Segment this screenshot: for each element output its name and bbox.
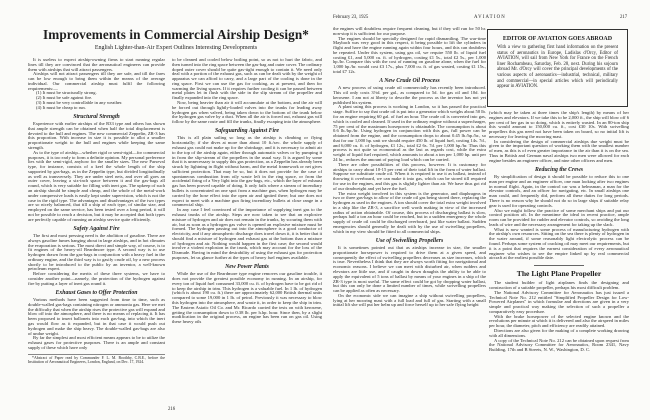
- notice-box: [487, 29, 628, 107]
- requirement-item: (3) It must be very controllable in any weather.: [36, 100, 123, 106]
- paragraph: It is useless to expect airship-owning firms to start running regular lines till they are convinced that the aeronautical engineers can provide them with airships that will attract passengers.: [28, 58, 165, 72]
- paragraph: In considering the design of commercial airships due weight must be given to the important question of working them with the smallest number of men, as this is of even greater importance in the air than it is on the sea. Thus in British and German naval airships two men were allowed for each engine besides an engineer officer, and nine other officers and men.: [489, 138, 629, 163]
- paragraph: The student builder of light airplanes finds the designing and construction of a suitable propeller, perhaps his most difficult problem.: [489, 280, 629, 290]
- paragraph: The first and most pressing need is the abolition of gasoline. There are always gasoline fumes hanging about in large airships, and in hot climates the evaporation is serious. The most direct and simple way, of course, is to fit engines of the heavy-oil Beardmore type. A second way is to use hydrogen drawn from the gas-bags in conjunction with a heavy fuel in the ordinary engine, and the third way is to gasify crude oil, by a new process shortly to be introduced to the public by an inventor, a well-known petroleum expert.: [28, 233, 165, 272]
- paragraph: Now, being heavier than air it will accumulate at the bottom, and the air will be forced out through lightly-loaded valves into the trunks for leading away hydrogen gas when valved, being taken down to the bottom of the trunk below the hydrogen gas valve by a duct. When all the air is forced out, exhaust gas will follow by the same route and fill the trunks, finally escaping into the atmosphere.: [172, 100, 322, 125]
- article-title: Improvements in Commercial Airship Design*: [43, 27, 309, 42]
- notice-title: EDITOR OF AVIATION GOES ABROAD: [502, 36, 613, 42]
- right-column-1: [333, 27, 486, 419]
- paragraph: Also we might follow the practice of some merchant ships and put our control position aft. In the meantime the ideal in recent practice, ample room can be provided for rudder and elevator controls, so avoiding the long leads of wire and the necessary arrangement for taking up the slack.: [489, 207, 629, 227]
- paragraph: By simplification of design it should be possible to reduce this to one man per engine and an engineer officer, one man looking after two engines in normal flight. Again, in the control car was a helmsman, a man for the elevator controls, and an officer for navigating, etc. In small airships one man could, and frequently did, perform all these duties for long periods. There is no reason why he should not do so in large ships if suitable relay gear is used for operating controls.: [489, 174, 629, 208]
- header-date: February 23, 1925: [333, 15, 369, 20]
- footnote: *Abstract of Paper read by Commander F. L. M. Boothby, C.B.E., before the Institution of Aeronautical Engineers, London, England, on Dec. 17, 1924.: [28, 354, 165, 365]
- notice-text: With a view to gathering first hand information on the present status of aeronautics in Europe, Ladislas d'Orcy, Editor of AVIATION, will sail from New York for France on the French liner Rochambeau, Saturday, Feb. 28, next. During his sojourn abroad Mr. d'Orcy will cover the principal developments of the various aspects of aeronautics—industrial, technical, military and commercial—in special articles which will periodically appear in AVIATION.: [497, 45, 618, 90]
- paragraph: This is all plain sailing so long as the airship is climbing or flying horizontally; if she dives at more than about 10 ft./sec. the whole supply of exhaust gas could not make up for the shrinkage, and it is necessary to admit air to the top of the airship again, either through automatic valves or by pumping it in from the slip-stream of the propellers in the usual way. It is argued by some that it is unnecessary to supply this gas protection, as a Zeppelin has already been struck by lightning in flight without harm, and the metal framework or net gives sufficient protection. That may be so, but it does not provide for the case of spontaneous combustion from oily waste left in the ring space, or from the accidental firing of a Very light into the gas-bags, etc., which the layer of exhaust gas has been proved capable of doing. It only fails where a stream of incendiary bullets is concentrated on one spot from a machine gun, when hydrogen may be carried by the hose effect into the open air and ignited there; but one does not expect to meet with a machine gun firing incendiary bullets at close range in a commercial ship.: [172, 135, 322, 208]
- paragraph: It is sometimes pointed out that as airships increase in size, the smaller proportionate horsepower is required to drive them at a given speed, and consequently the effect of swivelling propellers decreases as size increases, which is true. Nevertheless I think that they are always worth fitting for navigational and economic reasons. I believe we can meet with disturbed air, when rudders and elevators are little use, and if caught in down draughts the ability to be able to apply the equivalent of 5 tons of ballast by means of your engines in a ship of the ZR-3 type is most useful. The same effect could be got by dropping water ballast, but this can only be done a limited number of times, while swivelling propellers can be applied as often as necessary.: [333, 245, 486, 294]
- section-heading: Structural Strength: [73, 113, 120, 120]
- divider: [534, 265, 584, 266]
- requirement-item: (2) It must be safe against fire.: [36, 95, 93, 101]
- paragraph: the engines will doubtless require frequent cleaning, but if they will run for 50 hr. non-stop it is sufficient for our purpose.: [333, 27, 486, 36]
- paragraph: By far the simplest and most efficient means appears to be to utilize the exhaust gases for protective purposes. There is an ample and constant supply of these which have only: [28, 335, 165, 350]
- paragraph: While the use of the Beardmore type engine removes our gasoline trouble, it does not provide the greatest possible economy in running. In an airship, for every ton of liquid fuel consumed 33,000 cu. ft. of hydrogen have to be got rid of to keep the airship in trim. This hydrogen is a valuable fuel. In 1 lb. of hydrogen (which is about 190 cu. ft.) there are approximately 62,000 British thermal units compared to some 19,000 in 1 lb. of petrol. Previously it was necessary to blow this hydrogen into the atmosphere, and waste it, in order to keep the ship in trim. The Eastern Asiatic Oil Co. and Mr. Ricardo carried the tests on with kerosene, getting the consumption down to 0.38 lb. per h.hp. hour. Since then, by a slight modification in the original process, an engine has been run on gas oil. Using these heavy oils: [172, 271, 322, 325]
- header-title: AVIATION: [474, 15, 506, 20]
- section-heading: Reducing the Crews: [535, 166, 583, 173]
- paragraph: Before considering the merits of these three systems, we have to consider another point—namely, the protection of the hydrogen against fire by putting a layer of inert gas round it.: [28, 271, 165, 286]
- page-number-right: 217: [620, 15, 628, 20]
- paragraph: A plant using this process is working in London, so it has passed the practical stage. Suffice to say that crude oil is put into a generator which weighs about 50 lb. for an engine requiring 60 gal. of fuel an hour. The crude oil is converted into gas, which is cooled and cleaned. If used in the ordinary engine without a supercharger, 75 per cent of the maximum horsepower is obtainable. The consumption is about 0.6 lb./hp./hr. Using hydrogen in conjunction with this gas, full power can be obtained from the engine, and the consumption drops to about 0.45 lb./hp./hr., so that for our 1,000 hp. unit we should require 450 lb. of liquid fuel, costing 14s. 7d., and 6,000 cu. ft. of hydrogen, £1 12s., total £2 6s. 7d. per 1,000 hp./hr. Thus this process is not quite so economical as the last as regards cost, while the extra weight of liquid fuel required, which amounts to about a ton per 1,000 hp. unit per 24 hr., reduces the amount of paying load which can be carried.: [333, 104, 486, 163]
- paragraph: The engines should be specially designed for rapid dismantling. The war-time Maybach was very good in this respect, it being possible to lift the cylinders in flight and have the engine running again within four hours, and this can doubtless be repeated. Under this system, using gas oil, we require 550 lb. of liquid fuel costing £1, and 5,000 cu. ft. of hydrogen, costing £1 5s., total £2 5s., per 1,000 hp./hr. Compare this with the cost of running on gasoline alone, when the fuel for 1,000 hp./hr. would cost £3 17s., plus 7,000 cu. ft. of gas wasted, costing £1 15s., total £7 12s.: [333, 35, 486, 75]
- right-column-2: [489, 111, 629, 411]
- paragraph: On the economic side we can imagine a ship without swivelling propellers, lying at her mooring mast with a full load and full of gas. Starting with a small initial lift she will put her helm up and force herself up to her safe flying height: [333, 292, 486, 308]
- paragraph: A copy of the Technical Note No. 212 can be obtained upon request from the National Advisory Committee for Aeronautics, Room 2341, Navy Building, 17th and B Streets, N. W., Washington, D. C.: [489, 337, 629, 353]
- paragraph: The extra weight involved in this system is the generator, and diaphragms in two or three gas-bags to allow of the crude oil gas being stored there, replacing the hydrogen as used in the engines. A ton should cover the total extra weight involved in a ship like the ZR-3, a sacrifice well worth making in view of the increased radius of action obtainable. Of course, this process of discharging ballast is slow, perhaps half a ton an hour could be reached, but in a sudden emergency the whole supply of crude oil could be discharged overboard, just like water ballast. Sudden emergencies should generally be dealt with by the use of swivelling propellers, which in my view should be fitted to all commercial ships.: [333, 190, 486, 234]
- paragraph: In any case I feel convinced of the importance of supplying inert gas to the exhaust trunks of the airship. Steps are now taken to see that an explosive mixture of hydrogen and air does not remain in the trunks, by scouring them with air, but as soon as a hydrogen gas valve is opened an explosive mixture must be formed. The hydrogen passing out into the atmosphere is a good conductor of electricity, and if any atmospheric discharge does travel down it, it is better that it should find a mixture of hydrogen and exhaust gas at the bottom than a mixture of hydrogen and air. Nothing would happen in the first case; the second would involve a violent explosion in the trunk, which may account for the loss of the Dixmude. Having in mind the desirability of using the exhaust gas for protection purposes, let us glance further at the types of heavy fuel engines available.: [172, 207, 322, 260]
- paragraph: Experience with earlier airships of the R33 type and others has shown that ample strength can be obtained when half the total displacement is devoted to the hull and engines. The new commercial Zeppelin, ZR-3 has this proportion. With increase in size it is possible to allot a smaller proportionate weight to the hull and engines while keeping the same strength.: [28, 121, 165, 150]
- requirement-item: (4) It must be cheap to run.: [36, 104, 86, 110]
- paragraph: As to the type of airship—whether rigid or semi-rigid—for commercial purposes, it is too early to form a definite opinion. My personal preference lies with the semi-rigid, anyhow for the smaller sizes. The new Parseval type, for instance, consists of a keel the whole length of the ship supported by gas-bags, as in the Zeppelin type, but divided longitudinally as well as transversely. They are under steel nets, and over all goes an outer cover, leaving a six-inch space between it and the gas-bags all round, which is very suitable for filling with inert gas. The upkeep of such an airship should be simple and cheap, and the whole of the metal-work under compressive loads is easily kept under supervision, which is not the case in the rigid type. The advantages and disadvantages of the two types are so nicely balanced, that till a ship of each type, of similar size, and employed on the same service, has been tested over a long period, it will not be possible to reach a decision, but it may be accepted that both types are perfectly capable of running an airship service quite efficiently.: [28, 149, 165, 222]
- article-heading: The Light Plane Propeller: [516, 269, 602, 279]
- paragraph: There are other possibilities of this process, however. It is customary for airships to carry about 10-15 per cent of their total lift in the form of water ballast. Suppose we substitute crude oil. When it is required to use it as ballast, instead of throwing it overboard, we can make it into gas, which can be stored till required for use in the engines, and this gas is slightly lighter than air. We have thus got rid of our deadweight and yet have the fuel.: [333, 161, 486, 191]
- section-heading: Safeguarding Against Fire: [215, 127, 279, 134]
- paragraph: What is now wanted is some process of manufacturing hydrogen with the airship's own resources. Sitting on the sea there is plenty of hydrogen in the water around, if some reasonably light electrolytic process can be found. Perhaps some system of cracking oil may meet our requirements, but it is a point that requires the earnest consideration of every aeronautical engineer who wishes to see the empire linked up by real commercial aircraft at the earliest possible date.: [489, 226, 629, 261]
- paragraph: Airships will not attract passengers till they are safe, and till the fares can be low enough to bring them within the means of the average individual. Our commercial airship must fulfil the following requirements:—: [28, 71, 165, 91]
- paragraph: A new process of using crude oil commercially has recently been introduced. This oil only costs 3½d. per gal., as compared to 5d. for gas oil and 10d. for kerosene. I am not at liberty to describe the process as the inventor has not yet published his system.: [333, 85, 486, 105]
- page-number-left: 216: [168, 407, 176, 412]
- requirement-item: (1) It must be structurally strong.: [36, 90, 97, 96]
- article-subtitle: English Lighter-than-Air Expert Outlines Interesting Developments: [94, 45, 258, 51]
- section-heading: A New Crude Oil Process: [379, 77, 440, 84]
- left-column-1: [28, 58, 165, 403]
- paragraph: With the brake horsepower of the selected engine known and the revolutions per minute at which it is delivered and also the airspeed in miles per hour, the diameter, pitch and efficiency are readily attained.: [489, 313, 629, 329]
- paragraph: (which may be taken at three times the ship's length) by means of her engines and elevators. If we take this to be 2,000 ft., the ship will blow off 6 per cent of her gas in so doing, which is entirely wasted. In an 80-ton ship this would amount to 150,000 cu. ft., cost £30 10s. With swivelling propellers this gas need not have been taken on board, so no initial lift is necessary for leaving the mooring mast.: [489, 111, 629, 139]
- paragraph: The National Advisory Committee for Aeronautics has just issued a Technical Note No. 212 entitled "Simplified Propeller Design for Low-Powered Airplanes" in which formulae and directions are given in a very simple and practical way making the selection of such a propeller a comparatively easy procedure.: [489, 289, 629, 314]
- paragraph: to be cleaned and cooled below boiling point, so as not to hurt the fabric, and then turned into the ring space between the gas-bag and outer cover. The ordinary doped outer cover should be quite gas-tight enough to contain it. We need only deal with a portion of the exhaust gas, such as can be dealt with by the weight of apparatus we can afford to carry, and a large part of the cooling is done in the ring space. First we can use the gas for cooking, as at present, and then for warming the living spaces. If it requires further cooling it can be passed between metal plates let in flush with the side in the slip stream of the propeller and finally expanded into the ring space.: [172, 58, 322, 101]
- section-heading: Exhaust Gases to Offer Protection: [55, 289, 138, 296]
- left-column-2: [172, 58, 322, 405]
- section-heading: Safety Against Fire: [73, 225, 120, 232]
- section-heading: Use of Swivelling Propellers: [375, 237, 444, 244]
- paragraph: Directions are also given for the making of a complete working drawing with all dimensions.: [489, 327, 629, 338]
- section-heading: New Power Plants: [225, 263, 269, 270]
- paragraph: Various methods have been suggested from time to time, such as double-walled gas-bags containing nitrogen or ammonia gas. Here we met the difficulty that when the airship rises the protective gas will expand and blow off into the atmosphere, and there is no means of replacing it. It has been proposed to insert ballonets into each gas-bag, into which the inert gas would flow as it expanded, but in that case it would push out hydrogen and make the ship heavy. The double-walled gas-bags are also of undue weight.: [28, 297, 165, 336]
